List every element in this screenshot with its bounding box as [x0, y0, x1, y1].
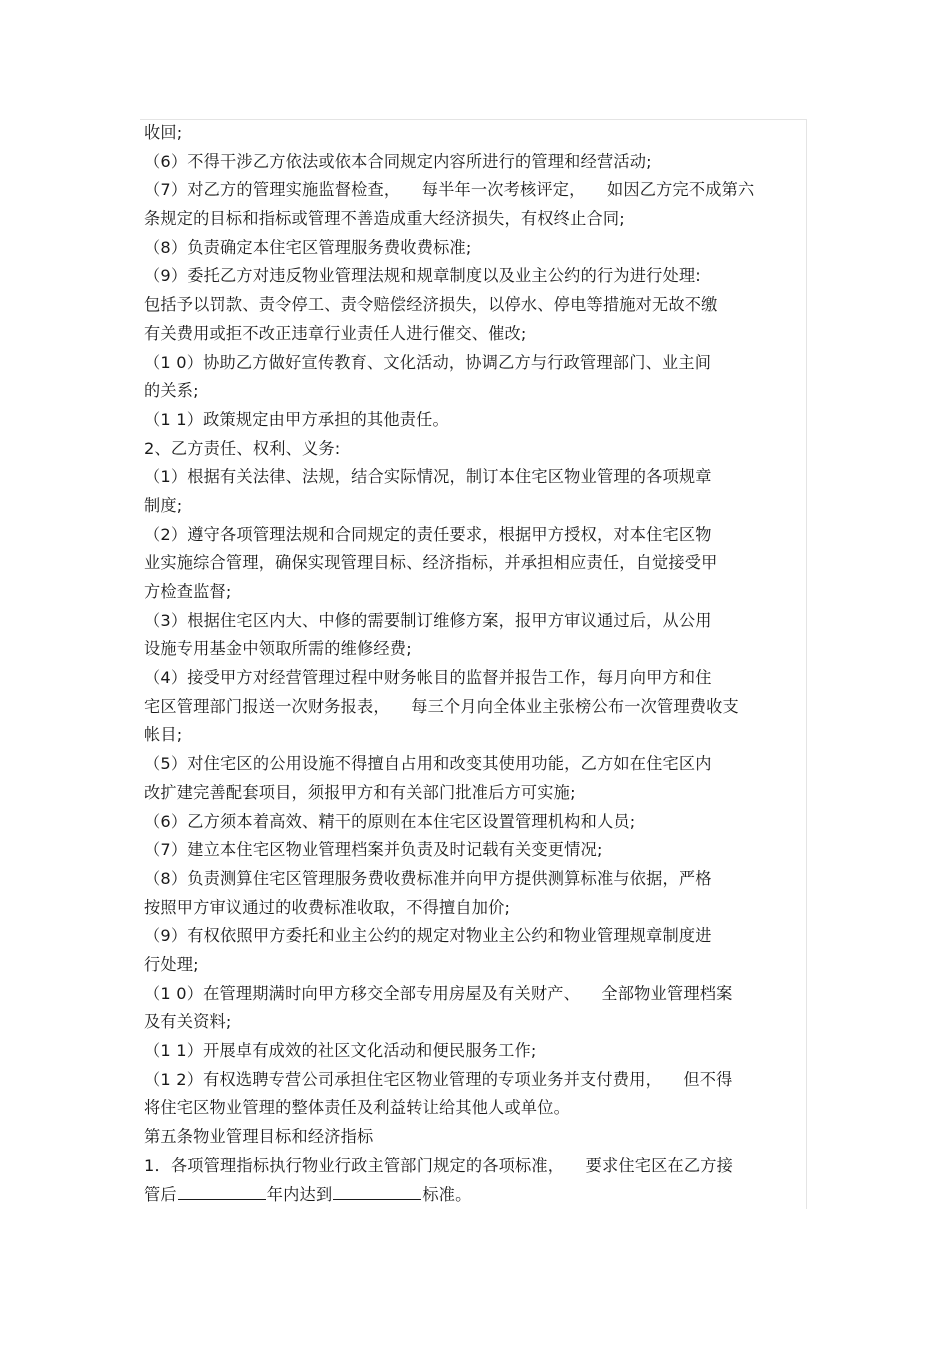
text-line: 设施专用基金中领取所需的维修经费;	[144, 639, 412, 659]
text-line: 包括予以罚款、责令停工、责令赔偿经济损失，以停水、停电等措施对无故不缴	[144, 295, 718, 315]
text-fragment: 年内达到	[266, 1185, 333, 1205]
fill-in-blank	[178, 1180, 266, 1200]
text-line: （1 0）在管理期满时向甲方移交全部专用房屋及有关财产、 全部物业管理档案	[144, 983, 733, 1003]
text-line-with-blanks	[144, 1180, 814, 1209]
text-line: （1）根据有关法律、法规，结合实际情况，制订本住宅区物业管理的各项规章	[144, 467, 712, 487]
text-line: 改扩建完善配套项目，须报甲方和有关部门批准后方可实施;	[144, 782, 576, 802]
text-line: 行处理;	[144, 954, 199, 974]
text-line: 2、乙方责任、权利、义务:	[144, 438, 341, 458]
text-line: （7）对乙方的管理实施监督检查， 每半年一次考核评定， 如因乙方完不成第六	[144, 180, 755, 200]
text-line: （4）接受甲方对经营管理过程中财务帐目的监督并报告工作，每月向甲方和住	[144, 668, 712, 688]
text-fragment: 标准。	[422, 1185, 472, 1205]
text-line: （6）不得干涉乙方依法或依本合同规定内容所进行的管理和经营活动;	[144, 151, 652, 171]
text-line: 及有关资料;	[144, 1012, 232, 1032]
text-fragment: 管后	[144, 1185, 177, 1205]
text-line: （8）负责确定本住宅区管理服务费收费标准;	[144, 237, 472, 257]
text-line: 的关系;	[144, 381, 199, 401]
text-line: （1 2）有权选聘专营公司承担住宅区物业管理的专项业务并支付费用， 但不得	[144, 1069, 733, 1089]
document-body	[144, 119, 814, 1209]
text-line: （9）有权依照甲方委托和业主公约的规定对物业主公约和物业管理规章制度进	[144, 926, 712, 946]
text-line: 1．各项管理指标执行物业行政主管部门规定的各项标准， 要求住宅区在乙方接	[144, 1155, 734, 1175]
text-line: 业实施综合管理，确保实现管理目标、经济指标，并承担相应责任，自觉接受甲	[144, 553, 718, 573]
text-line: 第五条物业管理目标和经济指标	[144, 1127, 374, 1147]
text-line: （8）负责测算住宅区管理服务费收费标准并向甲方提供测算标准与依据，严格	[144, 868, 712, 888]
text-line: （6）乙方须本着高效、精干的原则在本住宅区设置管理机构和人员;	[144, 811, 636, 831]
text-line: 收回;	[144, 123, 183, 142]
text-line: （1 1）开展卓有成效的社区文化活动和便民服务工作;	[144, 1041, 537, 1060]
text-line: 按照甲方审议通过的收费标准收取，不得擅自加价;	[144, 897, 511, 917]
text-line: 有关费用或拒不改正违章行业责任人进行催交、催改;	[144, 323, 527, 343]
text-line: （1 0）协助乙方做好宣传教育、文化活动，协调乙方与行政管理部门、业主间	[144, 352, 712, 372]
text-line: 制度;	[144, 495, 183, 515]
text-line: 条规定的目标和指标或管理不善造成重大经济损失，有权终止合同;	[144, 209, 625, 229]
text-line: 将住宅区物业管理的整体责任及利益转让给其他人或单位。	[144, 1098, 571, 1118]
text-line: （2）遵守各项管理法规和合同规定的责任要求，根据甲方授权，对本住宅区物	[144, 524, 712, 544]
text-line: （7）建立本住宅区物业管理档案并负责及时记载有关变更情况;	[144, 840, 603, 860]
text-line: （9）委托乙方对违反物业管理法规和规章制度以及业主公约的行为进行处理:	[144, 266, 701, 286]
text-line: （1 1）政策规定由甲方承担的其他责任。	[144, 409, 449, 429]
text-line: （3）根据住宅区内大、中修的需要制订维修方案，报甲方审议通过后，从公用	[144, 610, 712, 630]
text-line: （5）对住宅区的公用设施不得擅自占用和改变其使用功能，乙方如在住宅区内	[144, 754, 712, 774]
text-line: 方检查监督;	[144, 582, 232, 601]
fill-in-blank	[333, 1180, 421, 1200]
text-line: 帐目;	[144, 725, 183, 745]
text-line: 宅区管理部门报送一次财务报表， 每三个月向全体业主张榜公布一次管理费收支	[144, 696, 739, 716]
